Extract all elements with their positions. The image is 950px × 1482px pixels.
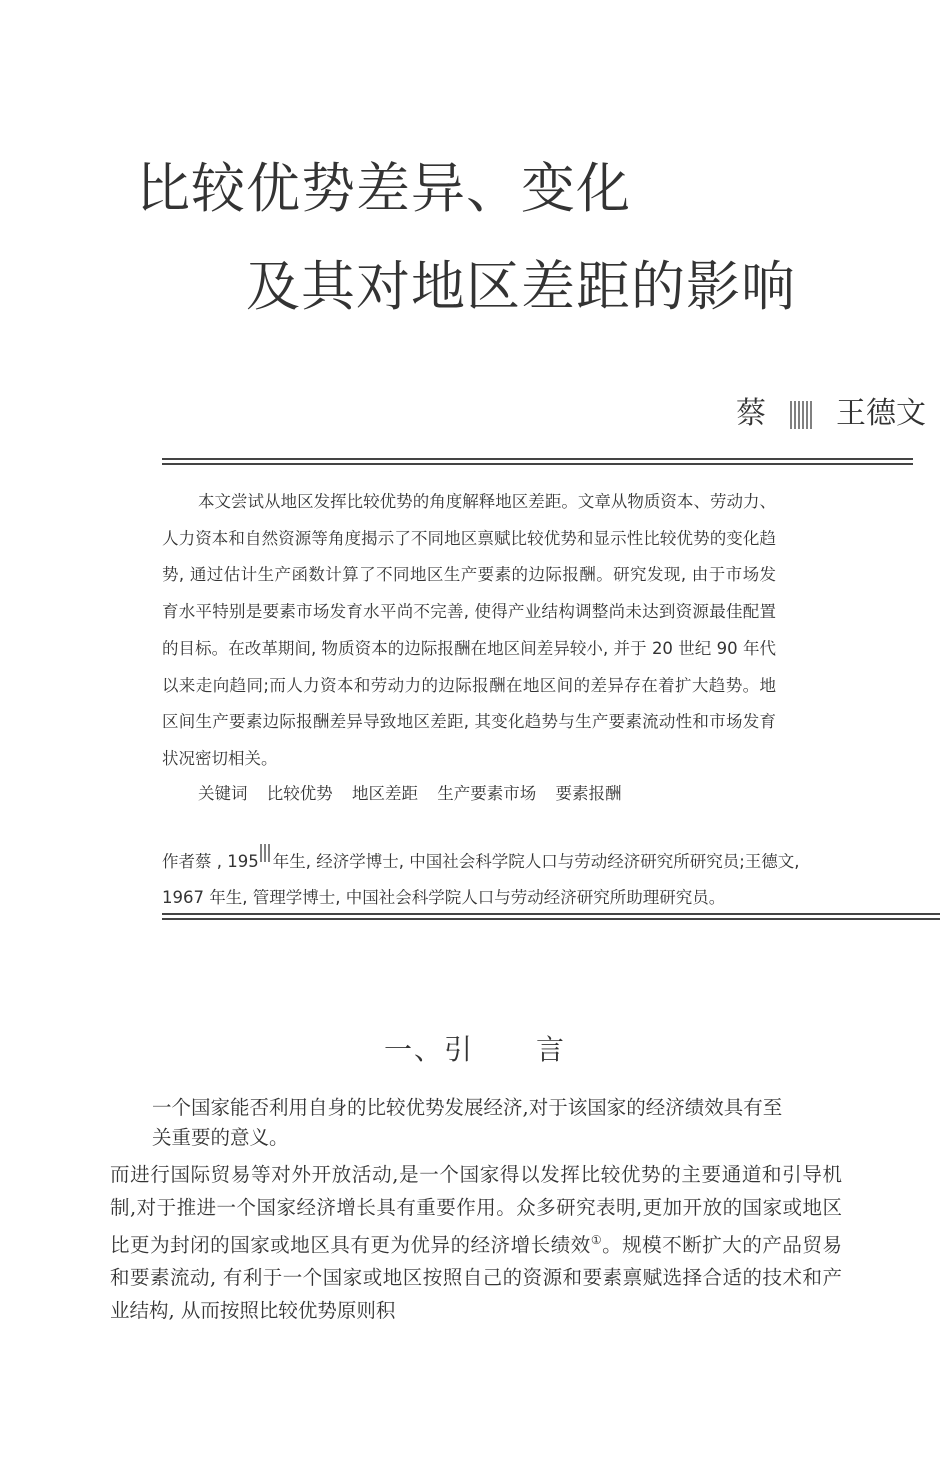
keyword-item: 比较优势: [266, 784, 333, 803]
keywords-label: 关键词: [198, 784, 248, 803]
abstract-bottom-rule: [162, 913, 940, 920]
section-number: 一、引: [384, 1033, 475, 1066]
keyword-item: 生产要素市场: [437, 784, 537, 803]
keyword-item: 要素报酬: [555, 784, 622, 803]
body-paragraph-2: [110, 1159, 842, 1327]
author-note-part2: 年生, 经济学博士, 中国社会科学院人口与劳动经济研究所研究员;王德文, 1967 年生, 管理学博士, 中国社会科学院人口与劳动经济研究所助理研究员。: [162, 852, 800, 907]
title-line-1: 比较优势差异、变化: [136, 157, 631, 220]
author-2: 王德文: [836, 396, 926, 431]
unrendered-glyph-icon: [790, 401, 812, 429]
footnote-mark[interactable]: ①: [590, 1233, 603, 1247]
section-heading: [384, 1028, 566, 1068]
body-paragraph-1: [152, 1093, 842, 1153]
title-line-2: 及其对地区差距的影响: [246, 255, 796, 318]
keywords: [198, 780, 636, 804]
p1-line-2: 关重要的意义。: [152, 1126, 289, 1149]
abstract-top-rule: [162, 458, 913, 465]
section-word: 言: [536, 1033, 567, 1066]
unrendered-glyph-icon: [260, 844, 272, 862]
author-note-part1: 作者蔡 , 195: [162, 852, 259, 871]
p2-text: 而进行国际贸易等对外开放活动,是一个国家得以发挥比较优势的主要通道和引导机制,对于推进一个国家经济增长具有重要作用。众多研究表明,更加开放的国家或地区比更为封闭的国家或地区具有更为优异的经济增长绩效: [110, 1163, 842, 1257]
p2-tail: 。规模不断扩大的产品贸易和要素流动, 有利于一个国家或地区按照自己的资源和要素禀赋选择合适的技术和产业结构, 从而按照比较优势原则积: [110, 1233, 842, 1322]
author-note: [162, 844, 822, 916]
abstract-text: 本文尝试从地区发挥比较优势的角度解释地区差距。文章从物质资本、劳动力、人力资本和自然资源等角度揭示了不同地区禀赋比较优势和显示性比较优势的变化趋势, 通过估计生产函数计算了不同地区生产要素的边际报酬。研究发现, 由于市场发育水平特别是要素市场发育水平尚不完善, 使得产业结构调整尚未达到资源最佳配置的目标。在改革期间, 物质资本的边际报酬在地区间差异较小, 并于 20 世纪 90 年代以来走向趋同;而人力资本和劳动力的边际报酬在地区间的差异存在着扩大趋势。地区间生产要素边际报酬差异导致地区差距, 其变化趋势与生产要素流动性和市场发育状况密切相关。: [162, 492, 776, 768]
p1-line-1: 一个国家能否利用自身的比较优势发展经济,对于该国家的经济绩效具有至: [152, 1096, 783, 1119]
author-1-char: 蔡: [736, 396, 766, 431]
authors: [736, 388, 926, 432]
keyword-item: 地区差距: [352, 784, 418, 803]
abstract: [162, 484, 776, 778]
